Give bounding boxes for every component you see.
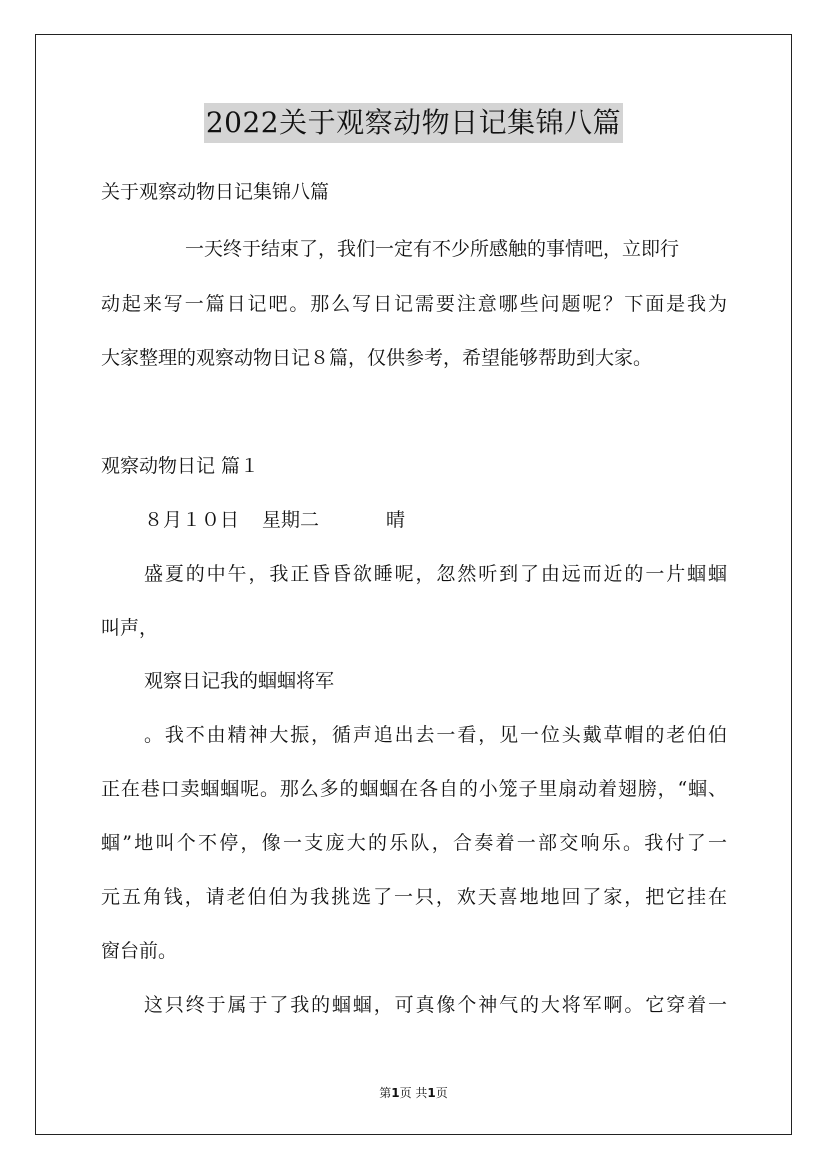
intro-line-2: 动起来写一篇日记吧。那么写日记需要注意哪些问题呢？下面是我为 (101, 293, 727, 315)
footer-mid: 页 共 (399, 1086, 428, 1100)
footer-suffix: 页 (435, 1086, 448, 1100)
diary-weather: 晴 (386, 509, 406, 531)
paragraph-4-line-1: 这只终于属于了我的蝈蝈，可真像个神气的大将军啊。它穿着一 (144, 994, 727, 1016)
footer-page-total: 1 (427, 1086, 436, 1100)
paragraph-2: 观察日记我的蝈蝈将军 (144, 670, 335, 692)
paragraph-3-line-4: 元五角钱，请老伯伯为我挑选了一只，欢天喜地地回了家，把它挂在 (101, 886, 727, 908)
document-subtitle: 关于观察动物日记集锦八篇 (101, 181, 330, 203)
diary-weekday: 星期二 (262, 509, 320, 531)
footer-prefix: 第 (379, 1086, 392, 1100)
document-title: 2022关于观察动物日记集锦八篇 (204, 103, 623, 143)
paragraph-1-line-1: 盛夏的中午，我正昏昏欲睡呢，忽然听到了由远而近的一片蝈蝈 (144, 563, 727, 585)
paragraph-3-line-1: 。我不由精神大振，循声追出去一看，见一位头戴草帽的老伯伯 (144, 724, 727, 746)
paragraph-1-line-2: 叫声， (101, 617, 159, 639)
paragraph-3-line-2: 正在巷口卖蝈蝈呢。那么多的蝈蝈在各自的小笼子里扇动着翅膀，“蝈、 (101, 778, 727, 800)
paragraph-3-line-3: 蝈”地叫个不停，像一支庞大的乐队，合奏着一部交响乐。我付了一 (101, 832, 727, 854)
paragraph-3-line-5: 窗台前。 (101, 940, 178, 962)
title-container (0, 103, 827, 143)
diary-date: ８月１０日 (144, 509, 240, 531)
intro-line-1: 一天终于结束了，我们一定有不少所感触的事情吧，立即行 (185, 238, 680, 260)
footer-page-current: 1 (391, 1086, 400, 1100)
page-footer (0, 1085, 827, 1101)
section-heading: 观察动物日记 篇１ (101, 455, 260, 477)
intro-line-3: 大家整理的观察动物日记８篇，仅供参考，希望能够帮助到大家。 (101, 347, 653, 369)
